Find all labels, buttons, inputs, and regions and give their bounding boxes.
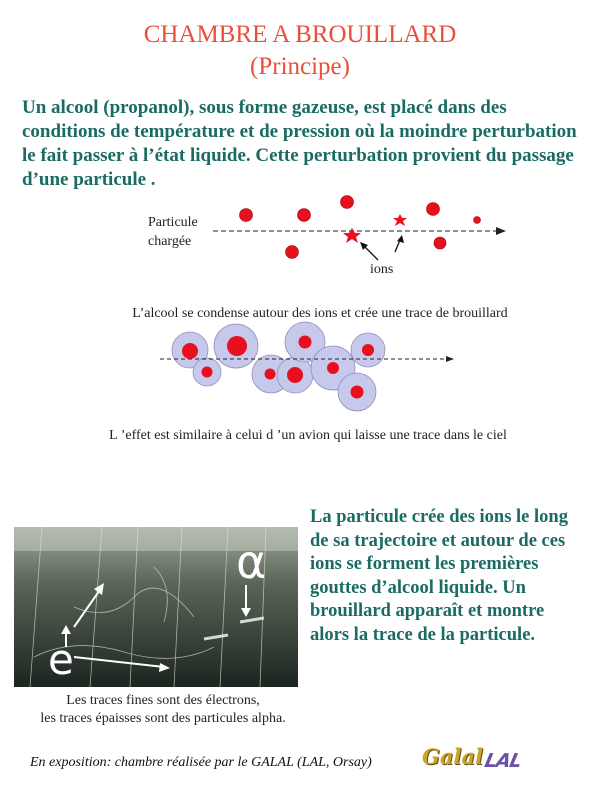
ionization-diagram xyxy=(0,190,600,280)
particle-label-line1: Particule xyxy=(148,215,198,230)
photo-caption-line1: Les traces fines sont des électrons, xyxy=(66,693,260,708)
intro-paragraph: Un alcool (propanol), sous forme gazeuse, est placé dans des conditions de température et de pression où la moindre perturbation le fait passer à l’état liquide. Cette perturbation provient du passage d’une particule . xyxy=(22,97,577,190)
droplet xyxy=(286,246,299,259)
trajectory-arrowhead xyxy=(446,356,454,362)
ion-burst xyxy=(343,228,361,243)
airplane-comparison-caption: L ’effet est similaire à celui d ’un avion qui laisse une trace dans le ciel xyxy=(109,428,507,443)
page-title: CHAMBRE A BROUILLARD xyxy=(143,21,457,48)
ion-pointer-arrow xyxy=(364,246,378,260)
droplet xyxy=(298,209,311,222)
alpha-symbol: α xyxy=(236,535,267,589)
photo-caption-line2: les traces épaisses sont des particules alpha. xyxy=(40,711,286,726)
trajectory-arrowhead xyxy=(496,227,506,235)
electron-symbol: e xyxy=(48,635,74,684)
exhibition-note: En exposition: chambre réalisée par le GALAL (LAL, Orsay) xyxy=(30,755,372,770)
particle-label-line2: chargée xyxy=(148,234,192,249)
page-subtitle: (Principe) xyxy=(250,53,350,80)
droplet xyxy=(434,237,446,249)
galal-logo: Galal xyxy=(422,744,484,769)
cloud-chamber-photo xyxy=(14,527,298,687)
ion-pointer-arrow xyxy=(395,240,400,252)
droplet xyxy=(427,203,440,216)
droplet xyxy=(341,196,354,209)
ion-pointer-arrowhead xyxy=(397,235,404,243)
ions-label: ions xyxy=(370,262,394,277)
condensation-caption: L’alcool se condense autour des ions et crée une trace de brouillard xyxy=(132,306,508,321)
droplet xyxy=(182,343,198,359)
lal-logo: LAL xyxy=(482,750,524,772)
condensation-diagram xyxy=(0,318,600,418)
droplet xyxy=(265,369,276,380)
droplet xyxy=(227,336,247,356)
droplet xyxy=(474,217,481,224)
droplet xyxy=(327,362,339,374)
droplet xyxy=(299,336,312,349)
droplet xyxy=(351,386,364,399)
droplet xyxy=(287,367,303,383)
explanation-paragraph: La particule crée des ions le long de sa trajectoire et autour de ces ions se forment les premières gouttes d’alcool liquide. Un brouillard apparaît et montre alors la trace de la particule. xyxy=(310,507,568,645)
droplet xyxy=(240,209,253,222)
ion-burst xyxy=(393,214,407,226)
droplet xyxy=(202,367,213,378)
droplet xyxy=(362,344,374,356)
